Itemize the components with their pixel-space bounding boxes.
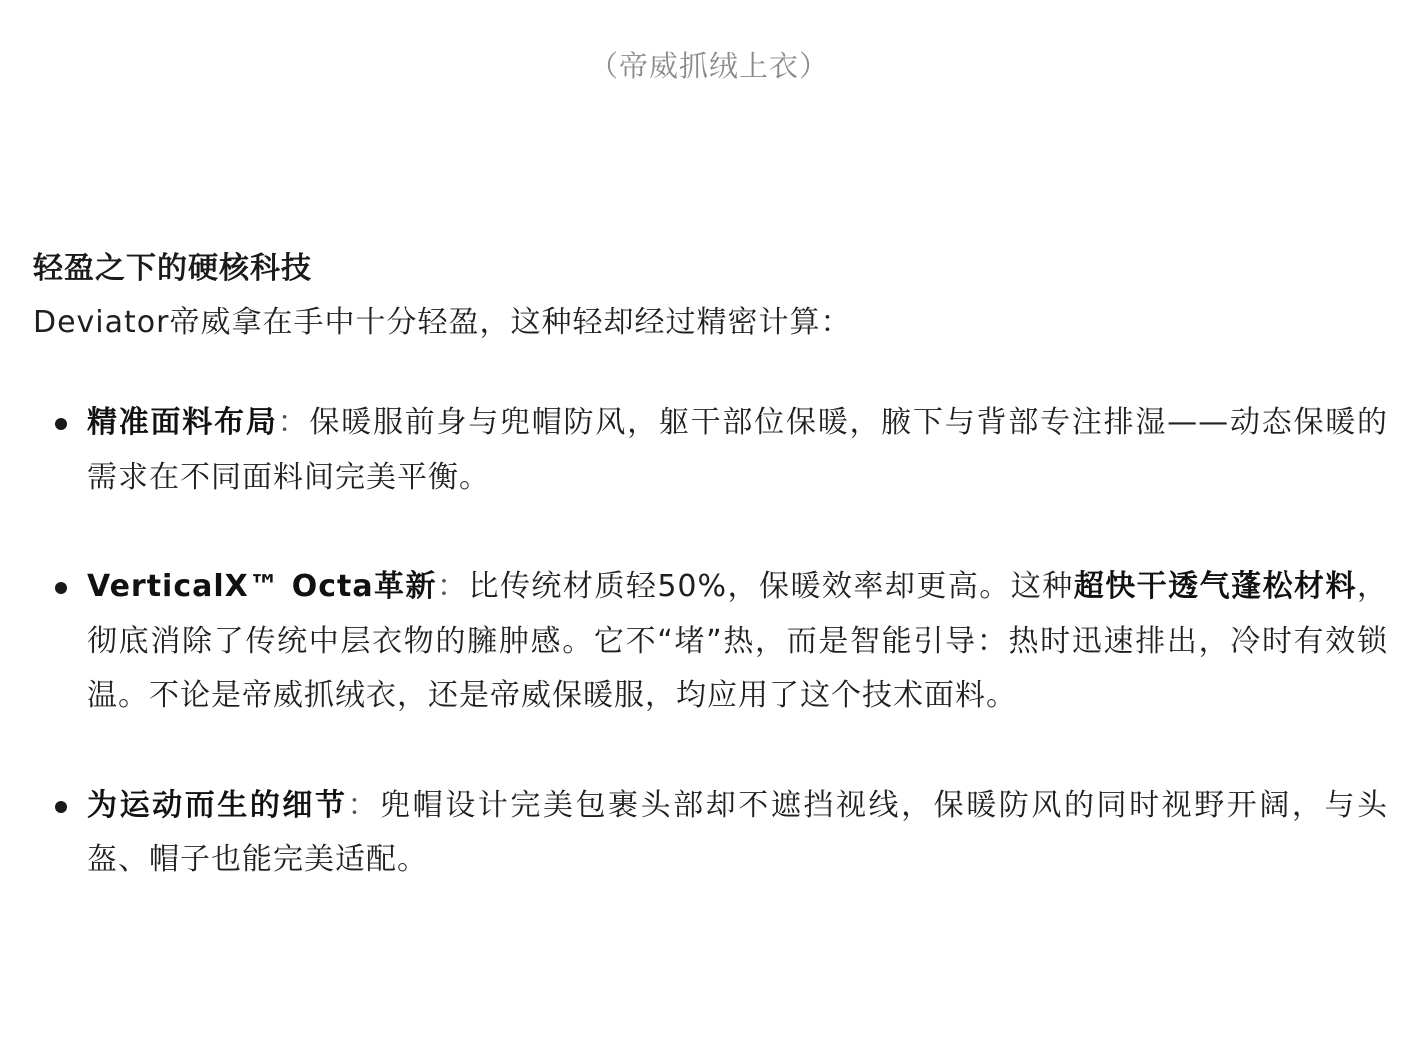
article-body: [33, 242, 1388, 943]
bullet-dot-icon: [55, 801, 67, 813]
list-item-title: 精准面料布局: [87, 405, 278, 440]
list-item-title: VerticalX™ Octa革新: [87, 569, 437, 604]
list-item-title: 为运动而生的细节: [87, 787, 348, 823]
list-item-fabric-layout: [33, 396, 1388, 505]
list-item-text: 保暖服前身与兜帽防风，躯干部位保暖，腋下与背部专注排湿——动态保暖的需求在不同面料间完美平衡。: [87, 405, 1389, 495]
list-item-text: 兜帽设计完美包裹头部却不遮挡视线，保暖防风的同时视野开阔，与头盔、帽子也能完美适配。: [87, 787, 1389, 877]
list-item-text: 比传统材质轻50%，保暖效率却更高。这种: [468, 569, 1074, 604]
list-item-colon: ：: [277, 405, 310, 440]
section-heading: 轻盈之下的硬核科技: [33, 251, 312, 286]
image-caption: （帝威抓绒上衣）: [588, 49, 829, 83]
list-item-text-continued: ，彻底消除了传统中层衣物的臃肿感。它不“堵”热，而是智能引导：热时迅速排出，冷时有效锁温。不论是帝威抓绒衣，还是帝威保暖服，均应用了这个技术面料。: [87, 569, 1388, 713]
bullet-dot-icon: [55, 582, 67, 594]
list-item-sport-details: [33, 779, 1388, 888]
feature-list: [33, 396, 1388, 888]
list-item-colon: ：: [437, 569, 469, 604]
list-item-emphasis: 超快干透气蓬松材料: [1073, 569, 1357, 604]
list-item-verticalx: [33, 560, 1388, 724]
intro-paragraph: Deviator帝威拿在手中十分轻盈，这种轻却经过精密计算：: [33, 305, 852, 340]
list-item-colon: ：: [347, 787, 381, 823]
bullet-dot-icon: [55, 418, 67, 430]
